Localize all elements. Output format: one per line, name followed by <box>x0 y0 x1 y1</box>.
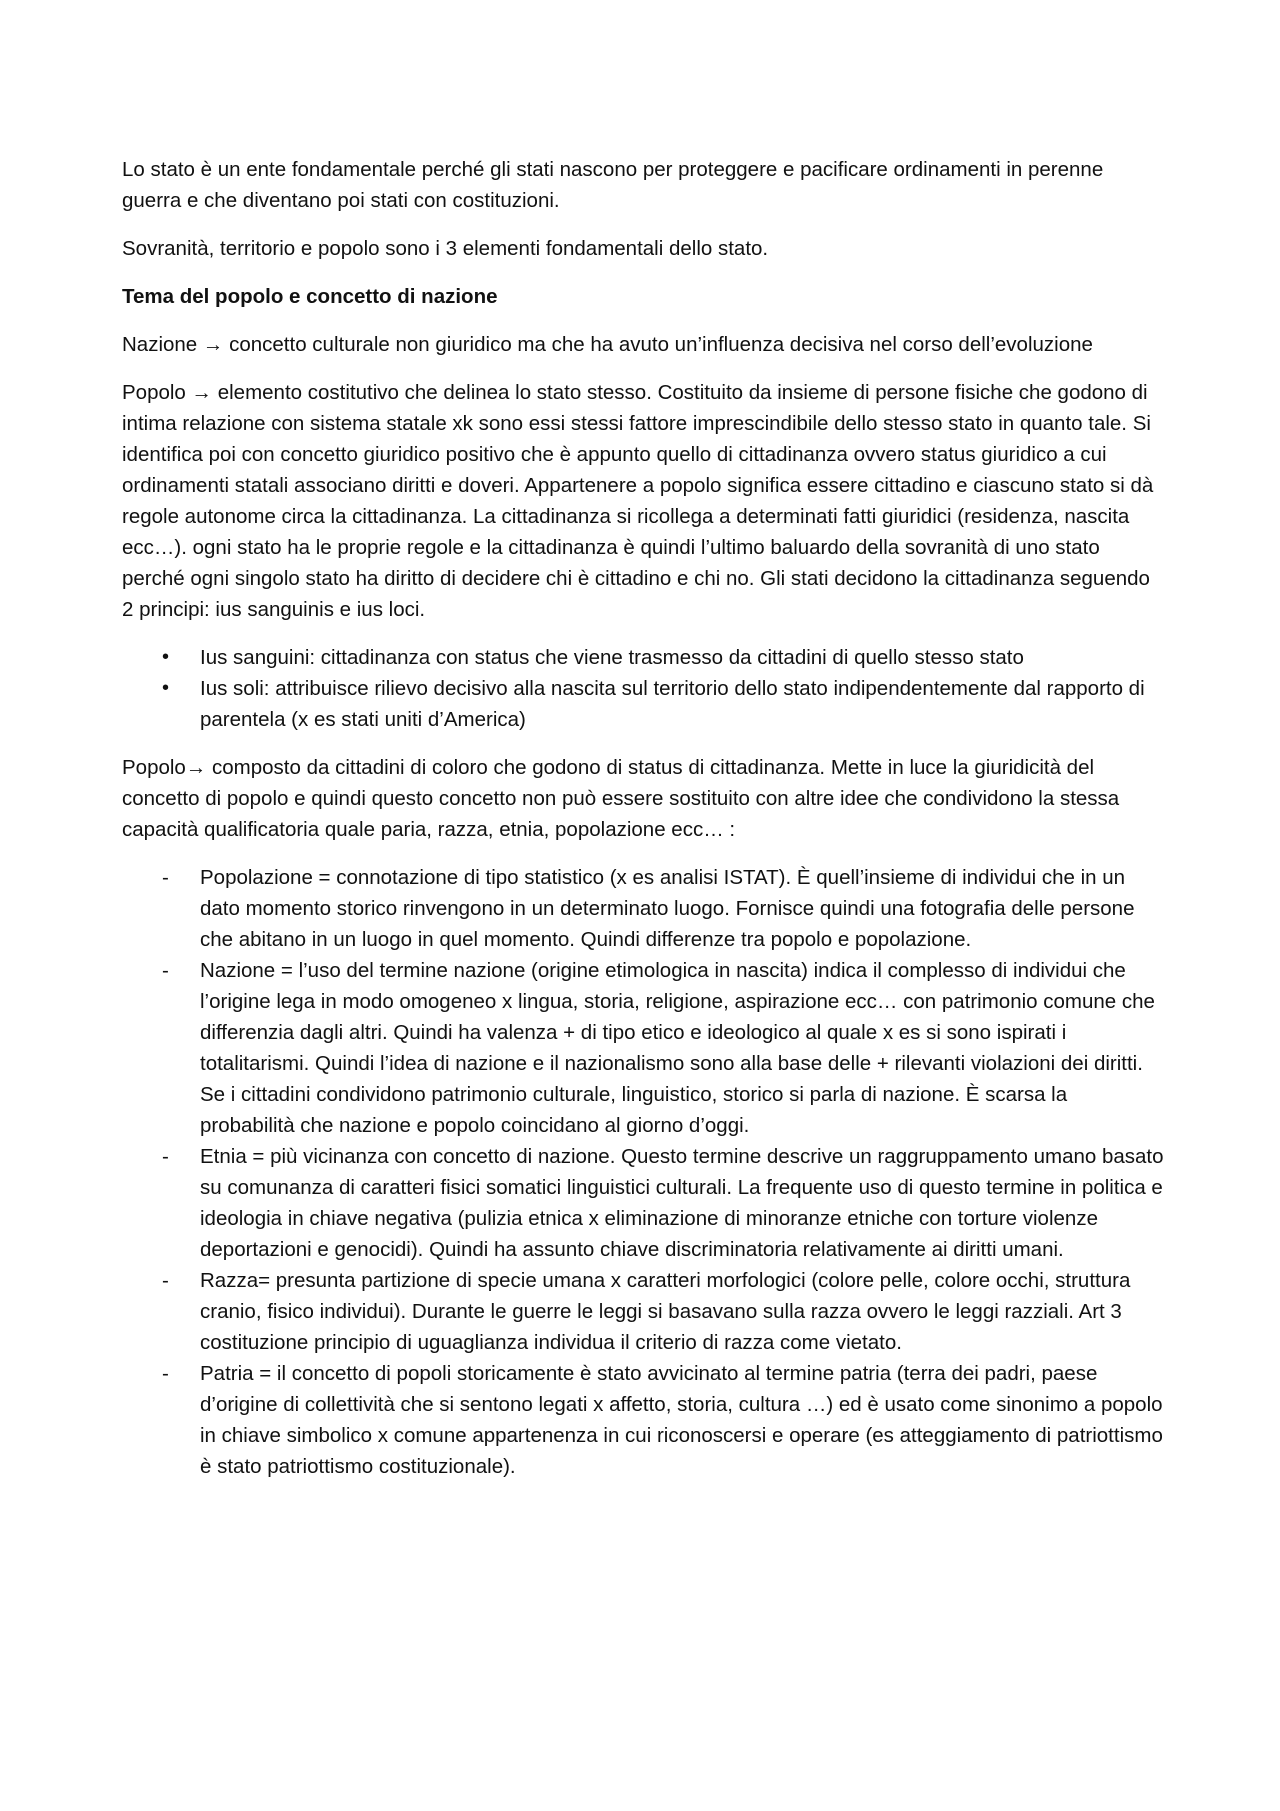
list-item-text: Ius sanguini: cittadinanza con status che viene trasmesso da cittadini di quello stesso stato <box>200 646 1024 669</box>
dash-marker: - <box>162 1362 169 1385</box>
list-item <box>122 862 1167 955</box>
paragraph-nazione: Nazione → concetto culturale non giuridico ma che ha avuto un’influenza decisiva nel corso dell’evoluzione <box>122 333 1093 356</box>
list-item-text: Popolazione = connotazione di tipo statistico (x es analisi ISTAT). È quell’insieme di individui che in un dato momento storico rinvengono in un determinato luogo. Fornisce quindi una fotografia delle persone che abitano in un luogo in quel momento. Quindi differenze tra popolo e popolazione. <box>200 866 1135 951</box>
dash-marker: - <box>162 866 169 889</box>
list-item-text: Razza= presunta partizione di specie umana x caratteri morfologici (colore pelle, colore occhi, struttura cranio, fisico individui). Durante le guerre le leggi si basavano sulla razza ovvero le leggi razziali. Art 3 costituzione principio di uguaglianza individua il criterio di razza come vietato. <box>200 1269 1131 1354</box>
bullet-marker: • <box>162 646 170 668</box>
dash-marker: - <box>162 959 169 982</box>
list-item <box>122 955 1167 1141</box>
dash-list <box>122 862 1167 1482</box>
list-item <box>122 1358 1167 1482</box>
paragraph-popolo-cittadini: Popolo→ composto da cittadini di coloro che godono di status di cittadinanza. Mette in luce la giuridicità del concetto di popolo e quindi questo concetto non può essere sostituito con altre idee che condividono la stessa capacità qualificatoria quale paria, razza, etnia, popolazione ecc… : <box>122 756 1120 841</box>
list-item <box>122 1141 1167 1265</box>
document-page <box>122 154 1167 1499</box>
list-item <box>122 1265 1167 1358</box>
paragraph-intro: Lo stato è un ente fondamentale perché gli stati nascono per proteggere e pacificare ordinamenti in perenne guerra e che diventano poi stati con costituzioni. <box>122 158 1104 212</box>
list-item-text: Nazione = l’uso del termine nazione (origine etimologica in nascita) indica il complesso di individui che l’origine lega in modo omogeneo x lingua, storia, religione, aspirazione ecc… con patrimonio comune che differenzia dagli altri. Quindi ha valenza + di tipo etico e ideologico al quale x es si sono ispirati i totalitarismi. Quindi l’idea di nazione e il nazionalismo sono alla base delle + rilevanti violazioni dei diritti. Se i cittadini condividono patrimonio culturale, linguistico, storico si parla di nazione. È scarsa la probabilità che nazione e popolo coincidano al giorno d’oggi. <box>200 959 1155 1137</box>
bullet-list <box>122 642 1167 735</box>
section-heading: Tema del popolo e concetto di nazione <box>122 285 498 308</box>
list-item <box>122 673 1167 735</box>
paragraph-popolo: Popolo → elemento costitutivo che delinea lo stato stesso. Costituito da insieme di persone fisiche che godono di intima relazione con sistema statale xk sono essi stessi fattore imprescindibile dello stesso stato in quanto tale. Si identifica poi con concetto giuridico positivo che è appunto quello di cittadinanza ovvero status giuridico a cui ordinamenti statali associano diritti e doveri. Appartenere a popolo significa essere cittadino e ciascuno stato si dà regole autonome circa la cittadinanza. La cittadinanza si ricollega a determinati fatti giuridici (residenza, nascita ecc…). ogni stato ha le proprie regole e la cittadinanza è quindi l’ultimo baluardo della sovranità di uno stato perché ogni singolo stato ha diritto di decidere chi è cittadino e chi no. Gli stati decidono la cittadinanza seguendo 2 principi: ius sanguinis e ius loci. <box>122 381 1154 621</box>
bullet-marker: • <box>162 677 170 699</box>
list-item-text: Patria = il concetto di popoli storicamente è stato avvicinato al termine patria (terra dei padri, paese d’origine di collettività che si sentono legati x affetto, storia, cultura …) ed è usato come sinonimo a popolo in chiave simbolico x comune appartenenza in cui riconoscersi e operare (es atteggiamento di patriottismo è stato patriottismo costituzionale). <box>200 1362 1163 1478</box>
dash-marker: - <box>162 1269 169 1292</box>
list-item-text: Ius soli: attribuisce rilievo decisivo alla nascita sul territorio dello stato indipendentemente dal rapporto di parentela (x es stati uniti d’America) <box>200 677 1145 731</box>
list-item-text: Etnia = più vicinanza con concetto di nazione. Questo termine descrive un raggruppamento umano basato su comunanza di caratteri fisici somatici linguistici culturali. La frequente uso di questo termine in politica e ideologia in chiave negativa (pulizia etnica x eliminazione di minoranze etniche con torture violenze deportazioni e genocidi). Quindi ha assunto chiave discriminatoria relativamente ai diritti umani. <box>200 1145 1164 1261</box>
dash-marker: - <box>162 1145 169 1168</box>
paragraph-elements: Sovranità, territorio e popolo sono i 3 elementi fondamentali dello stato. <box>122 237 769 260</box>
list-item <box>122 642 1167 673</box>
